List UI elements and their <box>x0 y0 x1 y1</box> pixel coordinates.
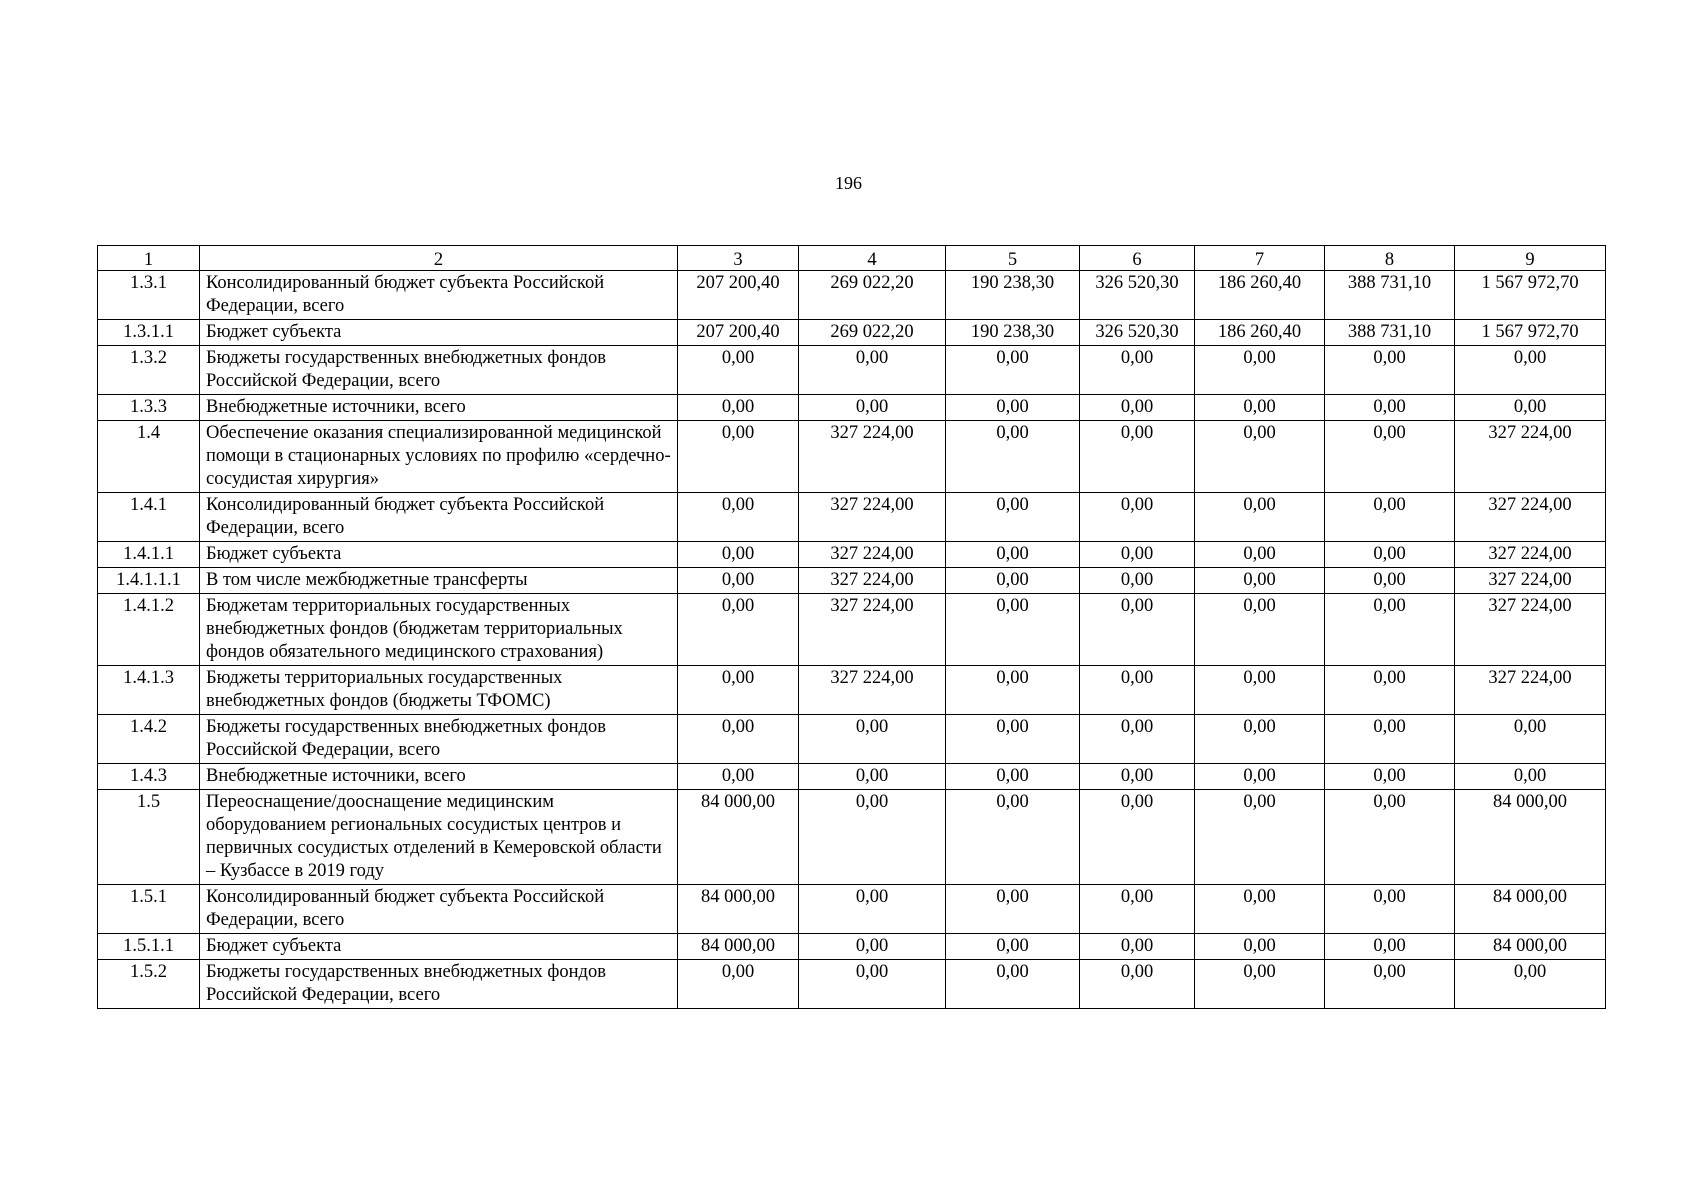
value-cell: 0,00 <box>946 493 1080 542</box>
value-cell: 0,00 <box>1195 790 1325 885</box>
value-cell: 327 224,00 <box>1455 666 1606 715</box>
value-cell: 0,00 <box>1325 493 1455 542</box>
table-row <box>98 271 1606 320</box>
value-cell: 207 200,40 <box>678 320 799 346</box>
value-cell: 0,00 <box>799 346 946 395</box>
value-cell: 0,00 <box>1080 421 1195 493</box>
row-name-cell: Бюджеты государственных внебюджетных фондов Российской Федерации, всего <box>200 346 678 395</box>
value-cell: 327 224,00 <box>1455 568 1606 594</box>
value-cell: 0,00 <box>1455 395 1606 421</box>
value-cell: 0,00 <box>946 395 1080 421</box>
value-cell: 0,00 <box>1080 395 1195 421</box>
value-cell: 0,00 <box>1080 568 1195 594</box>
value-cell: 0,00 <box>1080 764 1195 790</box>
value-cell: 0,00 <box>1325 934 1455 960</box>
value-cell: 0,00 <box>678 346 799 395</box>
value-cell: 0,00 <box>1195 395 1325 421</box>
value-cell: 0,00 <box>1325 594 1455 666</box>
value-cell: 327 224,00 <box>1455 421 1606 493</box>
row-number-cell: 1.3.2 <box>98 346 200 395</box>
value-cell: 0,00 <box>1080 594 1195 666</box>
value-cell: 0,00 <box>946 568 1080 594</box>
value-cell: 0,00 <box>678 594 799 666</box>
value-cell: 0,00 <box>946 666 1080 715</box>
table-row <box>98 568 1606 594</box>
value-cell: 0,00 <box>1195 885 1325 934</box>
value-cell: 0,00 <box>678 421 799 493</box>
value-cell: 0,00 <box>1195 666 1325 715</box>
value-cell: 0,00 <box>1325 395 1455 421</box>
table-row <box>98 542 1606 568</box>
value-cell: 0,00 <box>1195 568 1325 594</box>
row-name-cell: Бюджетам территориальных государственных внебюджетных фондов (бюджетам территориальных фондов обязательного медицинского страхования) <box>200 594 678 666</box>
value-cell: 0,00 <box>1325 960 1455 1009</box>
column-header: 5 <box>946 246 1080 271</box>
row-name-cell: Бюджет субъекта <box>200 320 678 346</box>
value-cell: 0,00 <box>678 960 799 1009</box>
value-cell: 0,00 <box>946 542 1080 568</box>
value-cell: 0,00 <box>1455 960 1606 1009</box>
row-number-cell: 1.4.1.2 <box>98 594 200 666</box>
value-cell: 326 520,30 <box>1080 320 1195 346</box>
table-row <box>98 764 1606 790</box>
row-name-cell: Бюджет субъекта <box>200 542 678 568</box>
value-cell: 0,00 <box>946 594 1080 666</box>
row-number-cell: 1.4.3 <box>98 764 200 790</box>
value-cell: 1 567 972,70 <box>1455 320 1606 346</box>
table-row <box>98 960 1606 1009</box>
row-name-cell: Переоснащение/дооснащение медицинским оборудованием региональных сосудистых центров и первичных сосудистых отделений в Кемеровской области – Кузбассе в 2019 году <box>200 790 678 885</box>
value-cell: 0,00 <box>1325 421 1455 493</box>
row-name-cell: Внебюджетные источники, всего <box>200 395 678 421</box>
value-cell: 0,00 <box>1195 346 1325 395</box>
value-cell: 190 238,30 <box>946 271 1080 320</box>
value-cell: 327 224,00 <box>799 421 946 493</box>
table-row <box>98 421 1606 493</box>
column-header: 1 <box>98 246 200 271</box>
budget-table <box>97 245 1606 1009</box>
value-cell: 0,00 <box>1080 885 1195 934</box>
value-cell: 327 224,00 <box>799 666 946 715</box>
table-row <box>98 493 1606 542</box>
value-cell: 0,00 <box>1080 715 1195 764</box>
row-number-cell: 1.4.1 <box>98 493 200 542</box>
value-cell: 0,00 <box>1195 764 1325 790</box>
row-name-cell: Бюджеты государственных внебюджетных фондов Российской Федерации, всего <box>200 960 678 1009</box>
column-header: 3 <box>678 246 799 271</box>
value-cell: 0,00 <box>946 346 1080 395</box>
value-cell: 0,00 <box>799 960 946 1009</box>
value-cell: 0,00 <box>799 790 946 885</box>
table-row <box>98 346 1606 395</box>
row-number-cell: 1.4.1.1.1 <box>98 568 200 594</box>
value-cell: 0,00 <box>946 764 1080 790</box>
row-number-cell: 1.3.3 <box>98 395 200 421</box>
value-cell: 84 000,00 <box>1455 885 1606 934</box>
row-name-cell: Консолидированный бюджет субъекта Российской Федерации, всего <box>200 885 678 934</box>
value-cell: 0,00 <box>1195 715 1325 764</box>
value-cell: 0,00 <box>678 395 799 421</box>
value-cell: 84 000,00 <box>678 885 799 934</box>
row-number-cell: 1.4.2 <box>98 715 200 764</box>
column-header: 6 <box>1080 246 1195 271</box>
column-header: 9 <box>1455 246 1606 271</box>
row-name-cell: Внебюджетные источники, всего <box>200 764 678 790</box>
value-cell: 0,00 <box>946 960 1080 1009</box>
value-cell: 0,00 <box>1195 594 1325 666</box>
value-cell: 0,00 <box>1080 666 1195 715</box>
value-cell: 0,00 <box>946 934 1080 960</box>
value-cell: 327 224,00 <box>1455 493 1606 542</box>
table-row <box>98 666 1606 715</box>
value-cell: 0,00 <box>1455 764 1606 790</box>
column-header: 2 <box>200 246 678 271</box>
value-cell: 0,00 <box>1080 493 1195 542</box>
table-row <box>98 395 1606 421</box>
value-cell: 0,00 <box>1195 493 1325 542</box>
value-cell: 186 260,40 <box>1195 320 1325 346</box>
value-cell: 0,00 <box>946 715 1080 764</box>
table-row <box>98 885 1606 934</box>
value-cell: 190 238,30 <box>946 320 1080 346</box>
value-cell: 1 567 972,70 <box>1455 271 1606 320</box>
row-number-cell: 1.4 <box>98 421 200 493</box>
row-number-cell: 1.4.1.3 <box>98 666 200 715</box>
table-body <box>98 271 1606 1009</box>
row-name-cell: Обеспечение оказания специализированной медицинской помощи в стационарных условиях по профилю «сердечно-сосудистая хирургия» <box>200 421 678 493</box>
value-cell: 0,00 <box>1080 346 1195 395</box>
value-cell: 84 000,00 <box>1455 790 1606 885</box>
page-number: 196 <box>835 173 862 193</box>
value-cell: 0,00 <box>1325 568 1455 594</box>
value-cell: 0,00 <box>1325 790 1455 885</box>
value-cell: 0,00 <box>1080 542 1195 568</box>
value-cell: 0,00 <box>946 790 1080 885</box>
table-header-row <box>98 246 1606 271</box>
value-cell: 84 000,00 <box>678 934 799 960</box>
value-cell: 269 022,20 <box>799 271 946 320</box>
value-cell: 0,00 <box>1195 421 1325 493</box>
value-cell: 327 224,00 <box>1455 542 1606 568</box>
column-header: 4 <box>799 246 946 271</box>
value-cell: 327 224,00 <box>799 542 946 568</box>
row-name-cell: Бюджет субъекта <box>200 934 678 960</box>
value-cell: 0,00 <box>678 493 799 542</box>
value-cell: 0,00 <box>1080 934 1195 960</box>
value-cell: 0,00 <box>1325 542 1455 568</box>
value-cell: 0,00 <box>1195 960 1325 1009</box>
value-cell: 0,00 <box>1080 960 1195 1009</box>
value-cell: 0,00 <box>799 885 946 934</box>
column-header: 7 <box>1195 246 1325 271</box>
row-number-cell: 1.5.2 <box>98 960 200 1009</box>
value-cell: 0,00 <box>678 764 799 790</box>
value-cell: 0,00 <box>946 885 1080 934</box>
value-cell: 388 731,10 <box>1325 271 1455 320</box>
value-cell: 0,00 <box>1325 666 1455 715</box>
value-cell: 0,00 <box>799 764 946 790</box>
value-cell: 84 000,00 <box>1455 934 1606 960</box>
value-cell: 186 260,40 <box>1195 271 1325 320</box>
column-header: 8 <box>1325 246 1455 271</box>
table-row <box>98 934 1606 960</box>
value-cell: 84 000,00 <box>678 790 799 885</box>
value-cell: 327 224,00 <box>799 493 946 542</box>
row-name-cell: Консолидированный бюджет субъекта Российской Федерации, всего <box>200 493 678 542</box>
value-cell: 0,00 <box>799 715 946 764</box>
row-number-cell: 1.5.1 <box>98 885 200 934</box>
value-cell: 0,00 <box>1080 790 1195 885</box>
value-cell: 0,00 <box>1325 764 1455 790</box>
value-cell: 269 022,20 <box>799 320 946 346</box>
value-cell: 327 224,00 <box>799 568 946 594</box>
value-cell: 0,00 <box>946 421 1080 493</box>
row-number-cell: 1.3.1.1 <box>98 320 200 346</box>
value-cell: 0,00 <box>1455 715 1606 764</box>
value-cell: 0,00 <box>1325 715 1455 764</box>
row-number-cell: 1.3.1 <box>98 271 200 320</box>
value-cell: 0,00 <box>678 715 799 764</box>
table-row <box>98 320 1606 346</box>
row-number-cell: 1.4.1.1 <box>98 542 200 568</box>
value-cell: 0,00 <box>1325 885 1455 934</box>
value-cell: 326 520,30 <box>1080 271 1195 320</box>
value-cell: 327 224,00 <box>1455 594 1606 666</box>
value-cell: 0,00 <box>678 666 799 715</box>
table-row <box>98 715 1606 764</box>
value-cell: 0,00 <box>799 934 946 960</box>
value-cell: 0,00 <box>678 542 799 568</box>
row-number-cell: 1.5 <box>98 790 200 885</box>
value-cell: 0,00 <box>678 568 799 594</box>
value-cell: 0,00 <box>1195 542 1325 568</box>
value-cell: 327 224,00 <box>799 594 946 666</box>
value-cell: 0,00 <box>799 395 946 421</box>
value-cell: 0,00 <box>1455 346 1606 395</box>
value-cell: 0,00 <box>1325 346 1455 395</box>
row-name-cell: Бюджеты государственных внебюджетных фондов Российской Федерации, всего <box>200 715 678 764</box>
table-row <box>98 594 1606 666</box>
value-cell: 207 200,40 <box>678 271 799 320</box>
row-number-cell: 1.5.1.1 <box>98 934 200 960</box>
row-name-cell: Бюджеты территориальных государственных внебюджетных фондов (бюджеты ТФОМС) <box>200 666 678 715</box>
table-row <box>98 790 1606 885</box>
value-cell: 0,00 <box>1195 934 1325 960</box>
row-name-cell: В том числе межбюджетные трансферты <box>200 568 678 594</box>
value-cell: 388 731,10 <box>1325 320 1455 346</box>
row-name-cell: Консолидированный бюджет субъекта Российской Федерации, всего <box>200 271 678 320</box>
